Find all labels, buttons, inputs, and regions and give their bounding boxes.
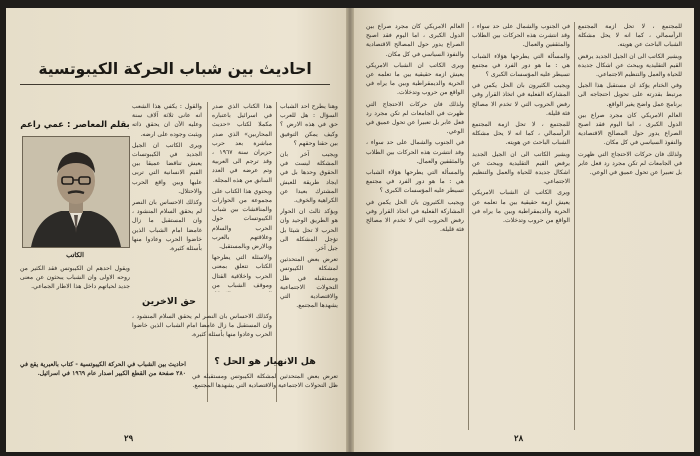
left-col-collapse-body — [192, 372, 338, 432]
paragraph: للمجتمع ، لا تحل ازمة المجتمع الرأسمالي ، كما انه لا يحل مشكلة الشباب الباحث عن هويته. — [578, 23, 682, 49]
paragraph: ويرى الكاتب ان الشباب الامريكي يعيش ازمة حقيقية بين ما تعلمه عن الحرية والديمقراطية وبين ما يراه في الواقع من حروب وتدخلات. — [472, 189, 570, 225]
left-page — [6, 8, 346, 452]
paragraph: ويشير الكاتب الى ان الجيل الجديد يرفض القيم التقليدية ويبحث عن اشكال جديدة للحياة والعمل والتنظيم الاجتماعي. — [578, 52, 682, 79]
section-heading-rights: حق الاخرين — [142, 296, 196, 307]
left-col-rights-body — [132, 312, 272, 356]
page-number-right: ٢٨ — [514, 434, 524, 444]
right-col-left — [366, 22, 464, 430]
paragraph: ويرى الكاتب ان الجيل الجديد في الكيبوتسات يعيش تناقضا عميقا بين القيم الانسانية التي تربى عليها وبين واقع الحرب والاحتلال. — [132, 141, 202, 195]
paragraph: ويجيب آخر بان المشكلة ليست في الحقوق وحدها بل في ايجاد طريقة للعيش المشترك بعيدا عن الكراهية والخوف. — [280, 151, 338, 205]
author-portrait-icon — [23, 137, 129, 247]
paragraph: ولذلك فان حركات الاحتجاج التي ظهرت في الجامعات لم تكن مجرد رد فعل عابر بل تعبيرا عن تحول عميق في الوعي. — [578, 150, 682, 177]
left-col-1 — [212, 102, 272, 292]
paragraph: والمسألة التي يطرحها هؤلاء الشباب هي : ما هو دور الفرد في مجتمع تسيطر عليه المؤسسات الكبرى ؟ — [366, 169, 464, 195]
paragraph: احاديث بين الشباب في الحركة الكيبوتسية - كتاب بالعبرية يقع في ٢٨٠ صفحة من القطع الكبير اصدار عام ١٩٦٩ في اسرائيل. — [20, 361, 186, 378]
paragraph: ويجيب الكثيرون بان الحل يكمن في المشاركة الفعلية في اتخاذ القرار وفي رفض الحروب التي لا تخدم الا مصالح فئة قليلة. — [366, 198, 464, 234]
paragraph: العالم الامريكي كان مجرد صراع بين الدول الكبرى ، اما اليوم فقد اصبح الصراع يدور حول المصالح الاقتصادية والنفوذ السياسي في كل مكان. — [578, 111, 682, 147]
paragraph: ويحتوي هذا الكتاب على مجموعة من الحوارات والمناقشات بين شباب الكيبوتسات حول الحرب والسلام وعلاقتهم بالعرب وبالارض وبالمستقبل. — [212, 187, 272, 251]
author-photo — [22, 136, 130, 248]
paragraph: ويقول احدهم ان الكيبوتس فقد الكثير من روحه الاولى وان الشباب يبحثون عن معنى جديد لحياتهم داخل هذا الاطار الجماعي. — [20, 265, 130, 291]
article-title: احاديث بين شباب الحركة الكيبوتسية — [38, 60, 312, 78]
paragraph: هذا الكتاب الذي صدر في اسرائيل باعتباره مكملا لكتاب «حديث المحاربين» الذي صدر مباشرة بعد حرب حزيران سنة ١٩٦٧ ، وقد ترجم الى العربية وتم عرضه في العدد السابق من هذه المجلة. — [212, 103, 272, 184]
paragraph: والمسألة التي يطرحها هؤلاء الشباب هي : ما هو دور الفرد في مجتمع تسيطر عليه المؤسسات الكبرى ؟ — [472, 52, 570, 79]
paragraph: العالم الامريكي كان مجرد صراع بين الدول الكبرى ، اما اليوم فقد اصبح الصراع يدور حول المصالح الاقتصادية والنفوذ السياسي في كل مكان. — [366, 23, 464, 58]
section-heading-collapse: هل الانهيار هو الحل ؟ — [214, 356, 316, 367]
paragraph: وهنا يطرح احد الشباب السؤال : هل للعرب حق في هذه الارض ؟ وكيف يمكن التوفيق بين حقنا وحقهم ؟ — [280, 103, 338, 147]
paragraph: ويرى الكاتب ان الشباب الامريكي يعيش ازمة حقيقية بين ما تعلمه عن الحرية والديمقراطية وبين ما يراه في الواقع من حروب وتدخلات. — [366, 61, 464, 97]
page-number-left: ٢٩ — [124, 434, 134, 444]
paragraph: وفي الختام يؤكد ان مستقبل هذا الجيل مرتبط بقدرته على تحويل احتجاجه الى برنامج عمل واضح يغير الواقع. — [578, 82, 682, 108]
paragraph: في الجنوب والشمال على حد سواء ، وقد انتشرت هذه الحركات بين الطلاب والمثقفين والعمال. — [472, 23, 570, 49]
paragraph: والقول : يكفي هذا الشعب انه عانى ثلاثة آلاف سنة وعليه الآن ان يحقق ذاته ويثبت وجوده على ارضه. — [132, 103, 202, 138]
paragraph: ويشير الكاتب الى ان الجيل الجديد يرفض القيم التقليدية ويبحث عن اشكال جديدة للحياة والعمل والتنظيم الاجتماعي. — [472, 150, 570, 186]
paragraph: تعرض بعض المتحدثين لمشكلة الكيبوتس ومستقبله في ظل التحولات الاجتماعية والاقتصادية التي يشهدها المجتمع. — [280, 256, 338, 310]
book-info — [20, 360, 186, 420]
paragraph: في الجنوب والشمال على حد سواء ، وقد انتشرت هذه الحركات بين الطلاب والمثقفين والعمال. — [366, 139, 464, 165]
paragraph: ولذلك فان حركات الاحتجاج التي ظهرت في الجامعات لم تكن مجرد رد فعل عابر بل تعبيرا عن تحول عميق في الوعي. — [366, 100, 464, 136]
photo-caption: الكاتب — [66, 251, 84, 259]
paragraph: والاسئلة التي يطرحها الكتاب تتعلق بمعنى الحرب واخلاقية القتال وموقف الشباب من — [212, 254, 272, 289]
paragraph: ويؤكد ثالث ان الحوار هو الطريق الوحيد وان الحرب لا تحل شيئا بل تؤجل المشكلة الى جيل آخر. — [280, 208, 338, 253]
right-col-middle — [472, 22, 570, 430]
title-rule — [20, 84, 330, 85]
byline: بقلم المعاصر : عمي راعم — [20, 120, 130, 130]
paragraph: وكذلك الاحساس بان النصر لم يحقق السلام المنشود ، وان المستقبل ما زال غامضا امام الشباب الذين خاضوا الحرب وعادوا منها بأسئلة كثيرة. — [132, 199, 202, 253]
column-divider — [574, 22, 575, 430]
magazine-spread — [6, 8, 694, 452]
left-col-2 — [132, 102, 202, 308]
paragraph: وكذلك الاحساس بان النصر لم يحقق السلام المنشود ، وان المستقبل ما زال غامضا امام الشباب الذين خاضوا الحرب وعادوا منها بأسئلة كثيرة. — [132, 313, 272, 339]
paragraph: ويجيب الكثيرون بان الحل يكمن في المشاركة الفعلية في اتخاذ القرار وفي رفض الحروب التي لا تخدم الا مصالح فئة قليلة. — [472, 82, 570, 117]
column-divider — [468, 22, 469, 430]
left-col-3 — [20, 264, 130, 356]
paragraph: تعرض بعض المتحدثين لمشكلة الكيبوتس ومستقبله في ظل التحولات الاجتماعية والاقتصادية التي يشهدها المجتمع. — [192, 373, 338, 390]
book-gutter — [346, 8, 354, 452]
right-col-right — [578, 22, 682, 430]
paragraph: للمجتمع ، لا تحل ازمة المجتمع الرأسمالي ، كما انه لا يحل مشكلة الشباب الباحث عن هويته. — [472, 121, 570, 147]
right-page — [354, 8, 694, 452]
